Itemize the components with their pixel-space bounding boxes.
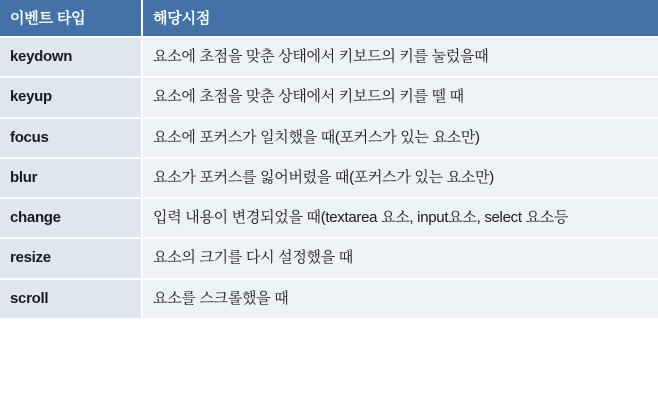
cell-event-description: 요소에 포커스가 일치했을 때(포커스가 있는 요소만)	[142, 118, 658, 158]
cell-event-description: 요소에 초점을 맞춘 상태에서 키보드의 키를 눌렀을때	[142, 37, 658, 77]
cell-event-description: 요소가 포커스를 잃어버렸을 때(포커스가 있는 요소만)	[142, 158, 658, 198]
cell-event-description: 입력 내용이 변경되었을 때(textarea 요소, input요소, select 요소등	[142, 198, 658, 238]
cell-event-type: resize	[0, 238, 142, 278]
table-row	[0, 238, 658, 278]
cell-event-type: change	[0, 198, 142, 238]
cell-event-description: 요소에 초점을 맞춘 상태에서 키보드의 키를 뗄 때	[142, 77, 658, 117]
table-row	[0, 37, 658, 77]
table-row	[0, 158, 658, 198]
cell-event-type: keydown	[0, 37, 142, 77]
table-body	[0, 37, 658, 318]
cell-event-type: focus	[0, 118, 142, 158]
table-row	[0, 77, 658, 117]
table-row	[0, 118, 658, 158]
cell-event-type: keyup	[0, 77, 142, 117]
table-row	[0, 279, 658, 318]
column-header-trigger-time: 해당시점	[142, 0, 658, 37]
table-row	[0, 198, 658, 238]
table-header	[0, 0, 658, 37]
cell-event-type: blur	[0, 158, 142, 198]
cell-event-description: 요소의 크기를 다시 설정했을 때	[142, 238, 658, 278]
table-header-row	[0, 0, 658, 37]
cell-event-type: scroll	[0, 279, 142, 318]
cell-event-description: 요소를 스크롤했을 때	[142, 279, 658, 318]
column-header-event-type: 이벤트 타입	[0, 0, 142, 37]
